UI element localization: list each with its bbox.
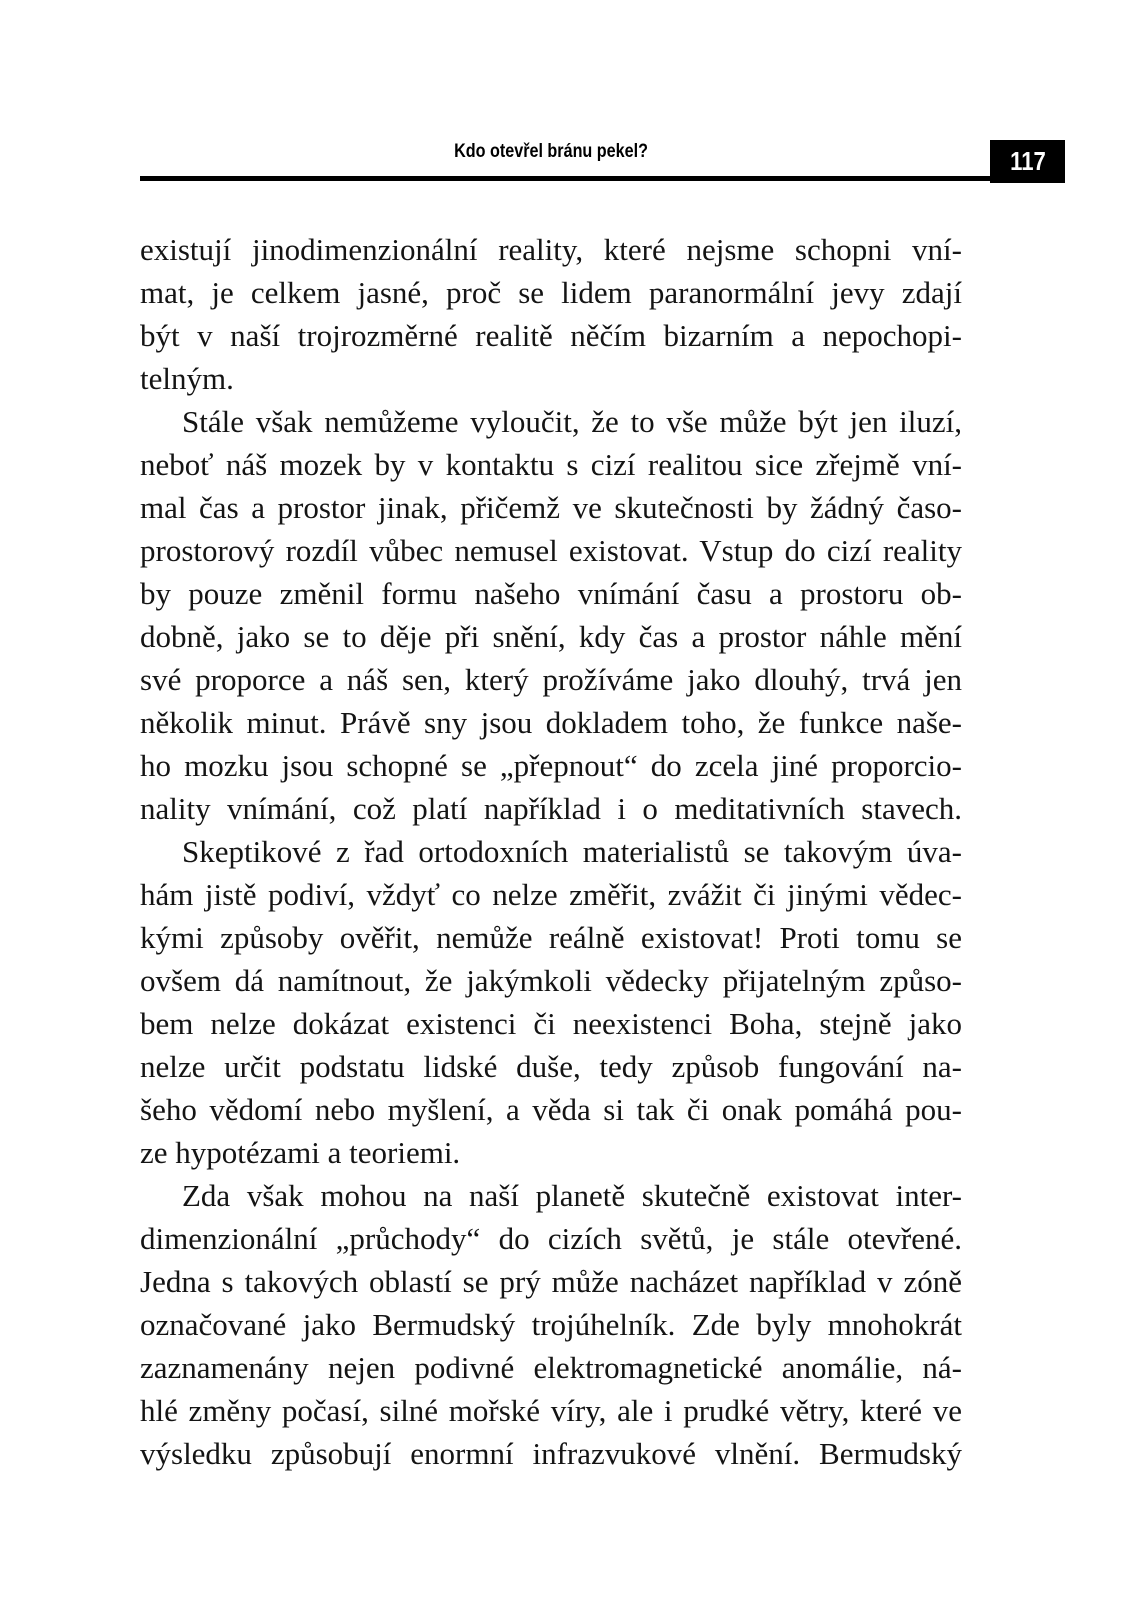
text-line: označované jako Bermudský trojúhelník. Zde byly mnohokrát <box>140 1307 962 1342</box>
text-line: nality vnímání, což platí například i o meditativních stavech. <box>140 791 962 826</box>
text-line: Jedna s takových oblastí se prý může nacházet například v zóně <box>140 1264 962 1299</box>
text-line: ovšem dá namítnout, že jakýmkoli vědecky přijatelným způso- <box>140 963 962 998</box>
text-line: ho mozku jsou schopné se „přepnout“ do zcela jiné proporcio- <box>140 748 962 783</box>
paragraph <box>140 1174 962 1475</box>
paragraph <box>140 830 962 1174</box>
text-line: dobně, jako se to děje při snění, kdy čas a prostor náhle mění <box>140 619 962 654</box>
text-line: by pouze změnil formu našeho vnímání času a prostoru ob- <box>140 576 962 611</box>
text-line: zaznamenány nejen podivné elektromagnetické anomálie, ná- <box>140 1350 962 1385</box>
text-line: ze hypotézami a teoriemi. <box>140 1135 461 1170</box>
paragraph <box>140 400 962 830</box>
text-line: své proporce a náš sen, který prožíváme jako dlouhý, trvá jen <box>140 662 962 697</box>
text-line: telným. <box>140 361 234 396</box>
page-number: 117 <box>1009 146 1046 176</box>
paragraph <box>140 228 962 400</box>
body-text <box>140 228 962 1475</box>
text-line: hlé změny počasí, silné mořské víry, ale i prudké větry, které ve <box>140 1393 962 1428</box>
text-line: nelze určit podstatu lidské duše, tedy způsob fungování na- <box>140 1049 962 1084</box>
text-line: Zda však mohou na naší planetě skutečně existovat inter- <box>182 1178 962 1213</box>
text-line: být v naší trojrozměrné realitě něčím bizarním a nepochopi- <box>140 318 962 353</box>
text-line: hám jistě podiví, vždyť co nelze změřit, zvážit či jinými vědec- <box>140 877 962 912</box>
text-line: bem nelze dokázat existenci či neexistenci Boha, stejně jako <box>140 1006 962 1041</box>
text-line: Skeptikové z řad ortodoxních materialistů se takovým úva- <box>182 834 962 869</box>
text-line: existují jinodimenzionální reality, které nejsme schopni vní- <box>140 232 962 267</box>
text-line: mat, je celkem jasné, proč se lidem paranormální jevy zdají <box>140 275 962 310</box>
text-line: mal čas a prostor jinak, přičemž ve skutečnosti by žádný časo- <box>140 490 962 525</box>
header-rule <box>140 176 990 181</box>
text-line: kými způsoby ověřit, nemůže reálně existovat! Proti tomu se <box>140 920 962 955</box>
page-number-box <box>990 140 1065 183</box>
text-line: několik minut. Právě sny jsou dokladem toho, že funkce naše- <box>140 705 962 740</box>
text-line: šeho vědomí nebo myšlení, a věda si tak či onak pomáhá pou- <box>140 1092 962 1127</box>
running-title <box>140 141 962 163</box>
text-line: Stále však nemůžeme vyloučit, že to vše může být jen iluzí, <box>182 404 962 439</box>
text-line: výsledku způsobují enormní infrazvukové vlnění. Bermudský <box>140 1436 962 1471</box>
running-title-text: Kdo otevřel bránu pekel? <box>454 141 648 162</box>
text-line: prostorový rozdíl vůbec nemusel existovat. Vstup do cizí reality <box>140 533 962 568</box>
text-line: dimenzionální „průchody“ do cizích světů, je stále otevřené. <box>140 1221 962 1256</box>
text-line: neboť náš mozek by v kontaktu s cizí realitou sice zřejmě vní- <box>140 447 962 482</box>
